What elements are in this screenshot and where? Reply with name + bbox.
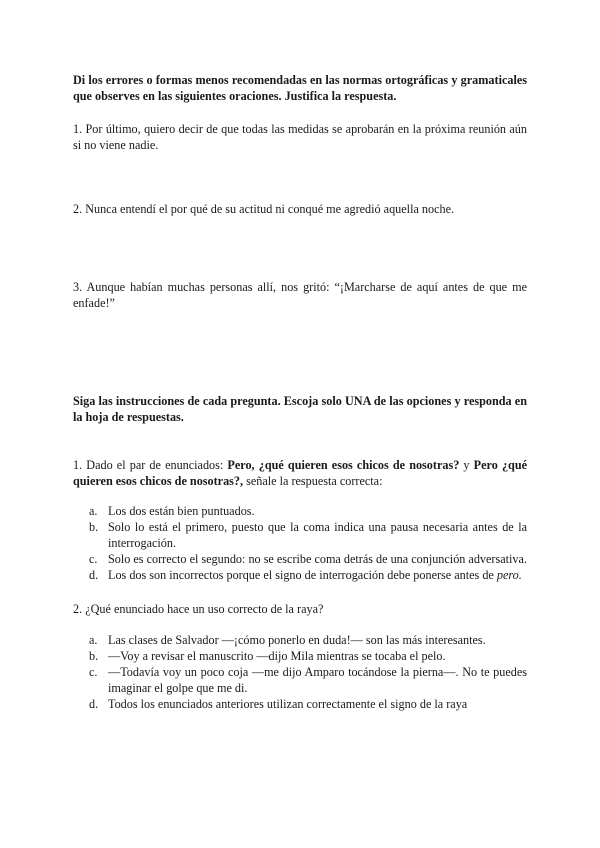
option-letter: c. bbox=[89, 665, 98, 679]
question-2-option-a bbox=[73, 632, 527, 648]
option-text: Las clases de Salvador —¡cómo ponerlo en duda!— son las más interesantes. bbox=[108, 633, 486, 647]
option-text: Todos los enunciados anteriores utilizan correctamente el signo de la raya bbox=[108, 697, 468, 711]
section1-question-2: 2. Nunca entendí el por qué de su actitud ni conqué me agredió aquella noche. bbox=[73, 202, 455, 216]
section2-instruction: Siga las instrucciones de cada pregunta. Escoja solo UNA de las opciones y responda en la hoja de respuestas. bbox=[73, 394, 527, 424]
option-text: Los dos son incorrectos porque el signo de interrogación debe ponerse antes de bbox=[108, 568, 497, 582]
option-letter: a. bbox=[89, 504, 98, 518]
section2-question-1 bbox=[73, 457, 527, 489]
option-letter: d. bbox=[89, 697, 99, 711]
question-1-suffix: señale la respuesta correcta: bbox=[243, 474, 383, 488]
option-letter: b. bbox=[89, 649, 99, 663]
option-text: Los dos están bien puntuados. bbox=[108, 504, 255, 518]
section2-question-2: 2. ¿Qué enunciado hace un uso correcto de la raya? bbox=[73, 602, 324, 616]
section1-instruction: Di los errores o formas menos recomendadas en las normas ortográficas y gramaticales que observes en las siguientes oraciones. Justifica la respuesta. bbox=[73, 73, 527, 103]
question-2-options bbox=[73, 632, 527, 712]
question-2-option-d bbox=[73, 696, 527, 712]
option-letter: a. bbox=[89, 633, 98, 647]
option-text: Solo lo está el primero, puesto que la coma indica una pausa necesaria antes de la interrogación. bbox=[108, 520, 527, 550]
question-1-option-c bbox=[73, 551, 527, 567]
option-text: —Voy a revisar el manuscrito —dijo Mila mientras se tocaba el pelo. bbox=[108, 649, 446, 663]
option-letter: b. bbox=[89, 520, 99, 534]
question-1-option-b bbox=[73, 519, 527, 551]
option-letter: d. bbox=[89, 568, 99, 582]
option-italic-word: pero. bbox=[496, 568, 522, 582]
section1-question-3: 3. Aunque habían muchas personas allí, nos gritó: “¡Marcharse de aquí antes de que me enfade!” bbox=[73, 280, 527, 310]
question-1-option-d bbox=[73, 567, 527, 583]
question-1-connector: y bbox=[459, 458, 474, 472]
question-2-option-b bbox=[73, 648, 527, 664]
question-1-options bbox=[73, 503, 527, 583]
question-1-prefix: 1. Dado el par de enunciados: bbox=[73, 458, 228, 472]
section1-question-1: 1. Por último, quiero decir de que todas las medidas se aprobarán en la próxima reunión aún si no viene nadie. bbox=[73, 122, 527, 152]
option-text: —Todavía voy un poco coja —me dijo Amparo tocándose la pierna—. No te puedes imaginar el golpe que me di. bbox=[108, 665, 527, 695]
question-1-option-a bbox=[73, 503, 527, 519]
option-text: Solo es correcto el segundo: no se escribe coma detrás de una conjunción adversativa. bbox=[108, 552, 527, 566]
question-1-sentence-b: Pero ¿qué quieren esos chicos de nosotras?, bbox=[73, 458, 528, 488]
option-letter: c. bbox=[89, 552, 98, 566]
question-1-sentence-a: Pero, ¿qué quieren esos chicos de nosotras? bbox=[227, 458, 460, 472]
question-2-option-c bbox=[73, 664, 527, 696]
